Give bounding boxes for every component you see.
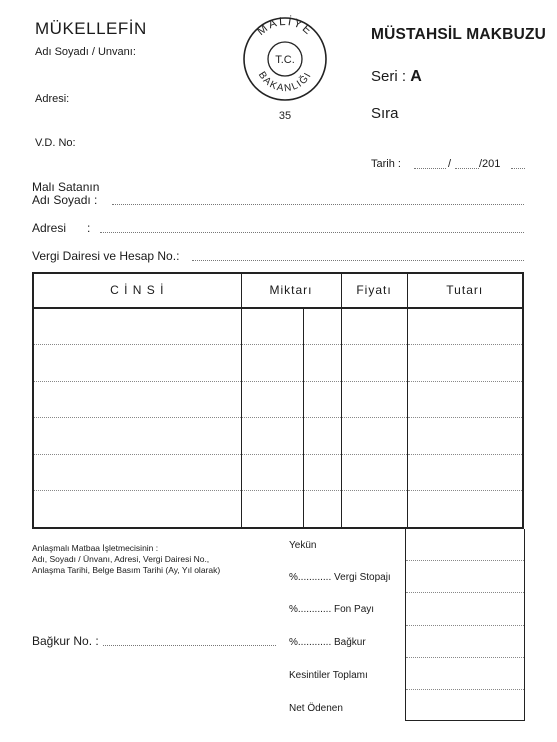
document-title: MÜSTAHSİL MAKBUZU <box>371 26 547 43</box>
date-sep: / <box>448 158 452 170</box>
table-row[interactable] <box>33 491 523 528</box>
printer-line-3: Anlaşma Tarihi, Belge Basım Tarihi (Ay, Yıl olarak) <box>32 565 221 575</box>
mukellef-name-label: Adı Soyadı / Unvanı: <box>35 46 136 58</box>
date-year-prefix: /201 <box>479 158 501 170</box>
seller-tax-blank[interactable] <box>192 260 524 261</box>
series-label: Seri : <box>371 68 407 85</box>
mukellef-address-label: Adresi: <box>35 93 70 105</box>
deductions-total-label: Kesintiler Toplamı <box>289 670 368 681</box>
printer-line-2: Adı, Soyadı / Ünvanı, Adresi, Vergi Dairesi No., <box>32 554 210 564</box>
seller-heading: Malı Satanın <box>32 180 100 194</box>
bagkur-no-label: Bağkur No. : <box>32 634 99 648</box>
table-header <box>33 273 523 308</box>
seal-top-text: MALİYE <box>255 15 315 39</box>
date-field <box>371 158 526 170</box>
seller-address-label: Adresi <box>32 221 67 235</box>
bagkur-no-blank[interactable] <box>103 645 276 646</box>
table-row[interactable] <box>33 418 523 455</box>
fon-label: %............ Fon Payı <box>289 604 375 615</box>
seal-bottom-text: BAKANLIĞI <box>255 69 315 95</box>
ministry-seal <box>240 12 330 122</box>
table-row[interactable] <box>33 345 523 382</box>
svg-text:MALİYE <box>255 15 315 38</box>
items-table <box>32 272 524 529</box>
printer-info <box>32 543 282 576</box>
net-paid-label: Net Ödenen <box>289 703 343 714</box>
seller-address-blank[interactable] <box>100 232 524 233</box>
table-row[interactable] <box>33 308 523 345</box>
seller-name-blank[interactable] <box>112 204 524 205</box>
column-cinsi: C İ N S İ <box>33 273 241 308</box>
date-day-blank[interactable] <box>414 168 446 169</box>
table-row[interactable] <box>33 381 523 418</box>
table-row[interactable] <box>33 454 523 491</box>
summary-line-bagkur[interactable] <box>406 657 524 658</box>
summary-line-fon[interactable] <box>406 625 524 626</box>
summary-line-total[interactable] <box>406 560 524 561</box>
total-label: Yekün <box>289 540 317 551</box>
summary-box <box>405 529 525 721</box>
seller-tax-label: Vergi Dairesi ve Hesap No.: <box>32 249 180 263</box>
column-fiyati: Fiyatı <box>341 273 407 308</box>
mukellef-title: MÜKELLEFİN <box>35 19 147 38</box>
bagkur-label: %............ Bağkur <box>289 637 366 648</box>
seal-number: 35 <box>278 110 292 122</box>
seller-name-label: Adı Soyadı : <box>32 193 98 207</box>
date-month-blank[interactable] <box>455 168 479 169</box>
printer-line-1: Anlaşmalı Matbaa İşletmecisinin : <box>32 543 159 553</box>
series-value: A <box>410 68 422 85</box>
sequence-label: Sıra <box>371 105 399 122</box>
seal-center-text: T.C. <box>275 54 295 66</box>
summary-line-stopaj[interactable] <box>406 592 524 593</box>
svg-text:BAKANLIĞI <box>256 70 314 94</box>
summary-line-deductions[interactable] <box>406 689 524 690</box>
column-tutari: Tutarı <box>407 273 523 308</box>
series-field <box>371 68 422 86</box>
stopaj-label: %............ Vergi Stopajı <box>289 572 391 583</box>
mukellef-tax-no-label: V.D. No: <box>35 137 76 149</box>
seller-address-colon: : <box>87 221 91 235</box>
date-label: Tarih : <box>371 158 401 170</box>
date-year-blank[interactable] <box>511 168 525 169</box>
column-miktari: Miktarı <box>241 273 341 308</box>
